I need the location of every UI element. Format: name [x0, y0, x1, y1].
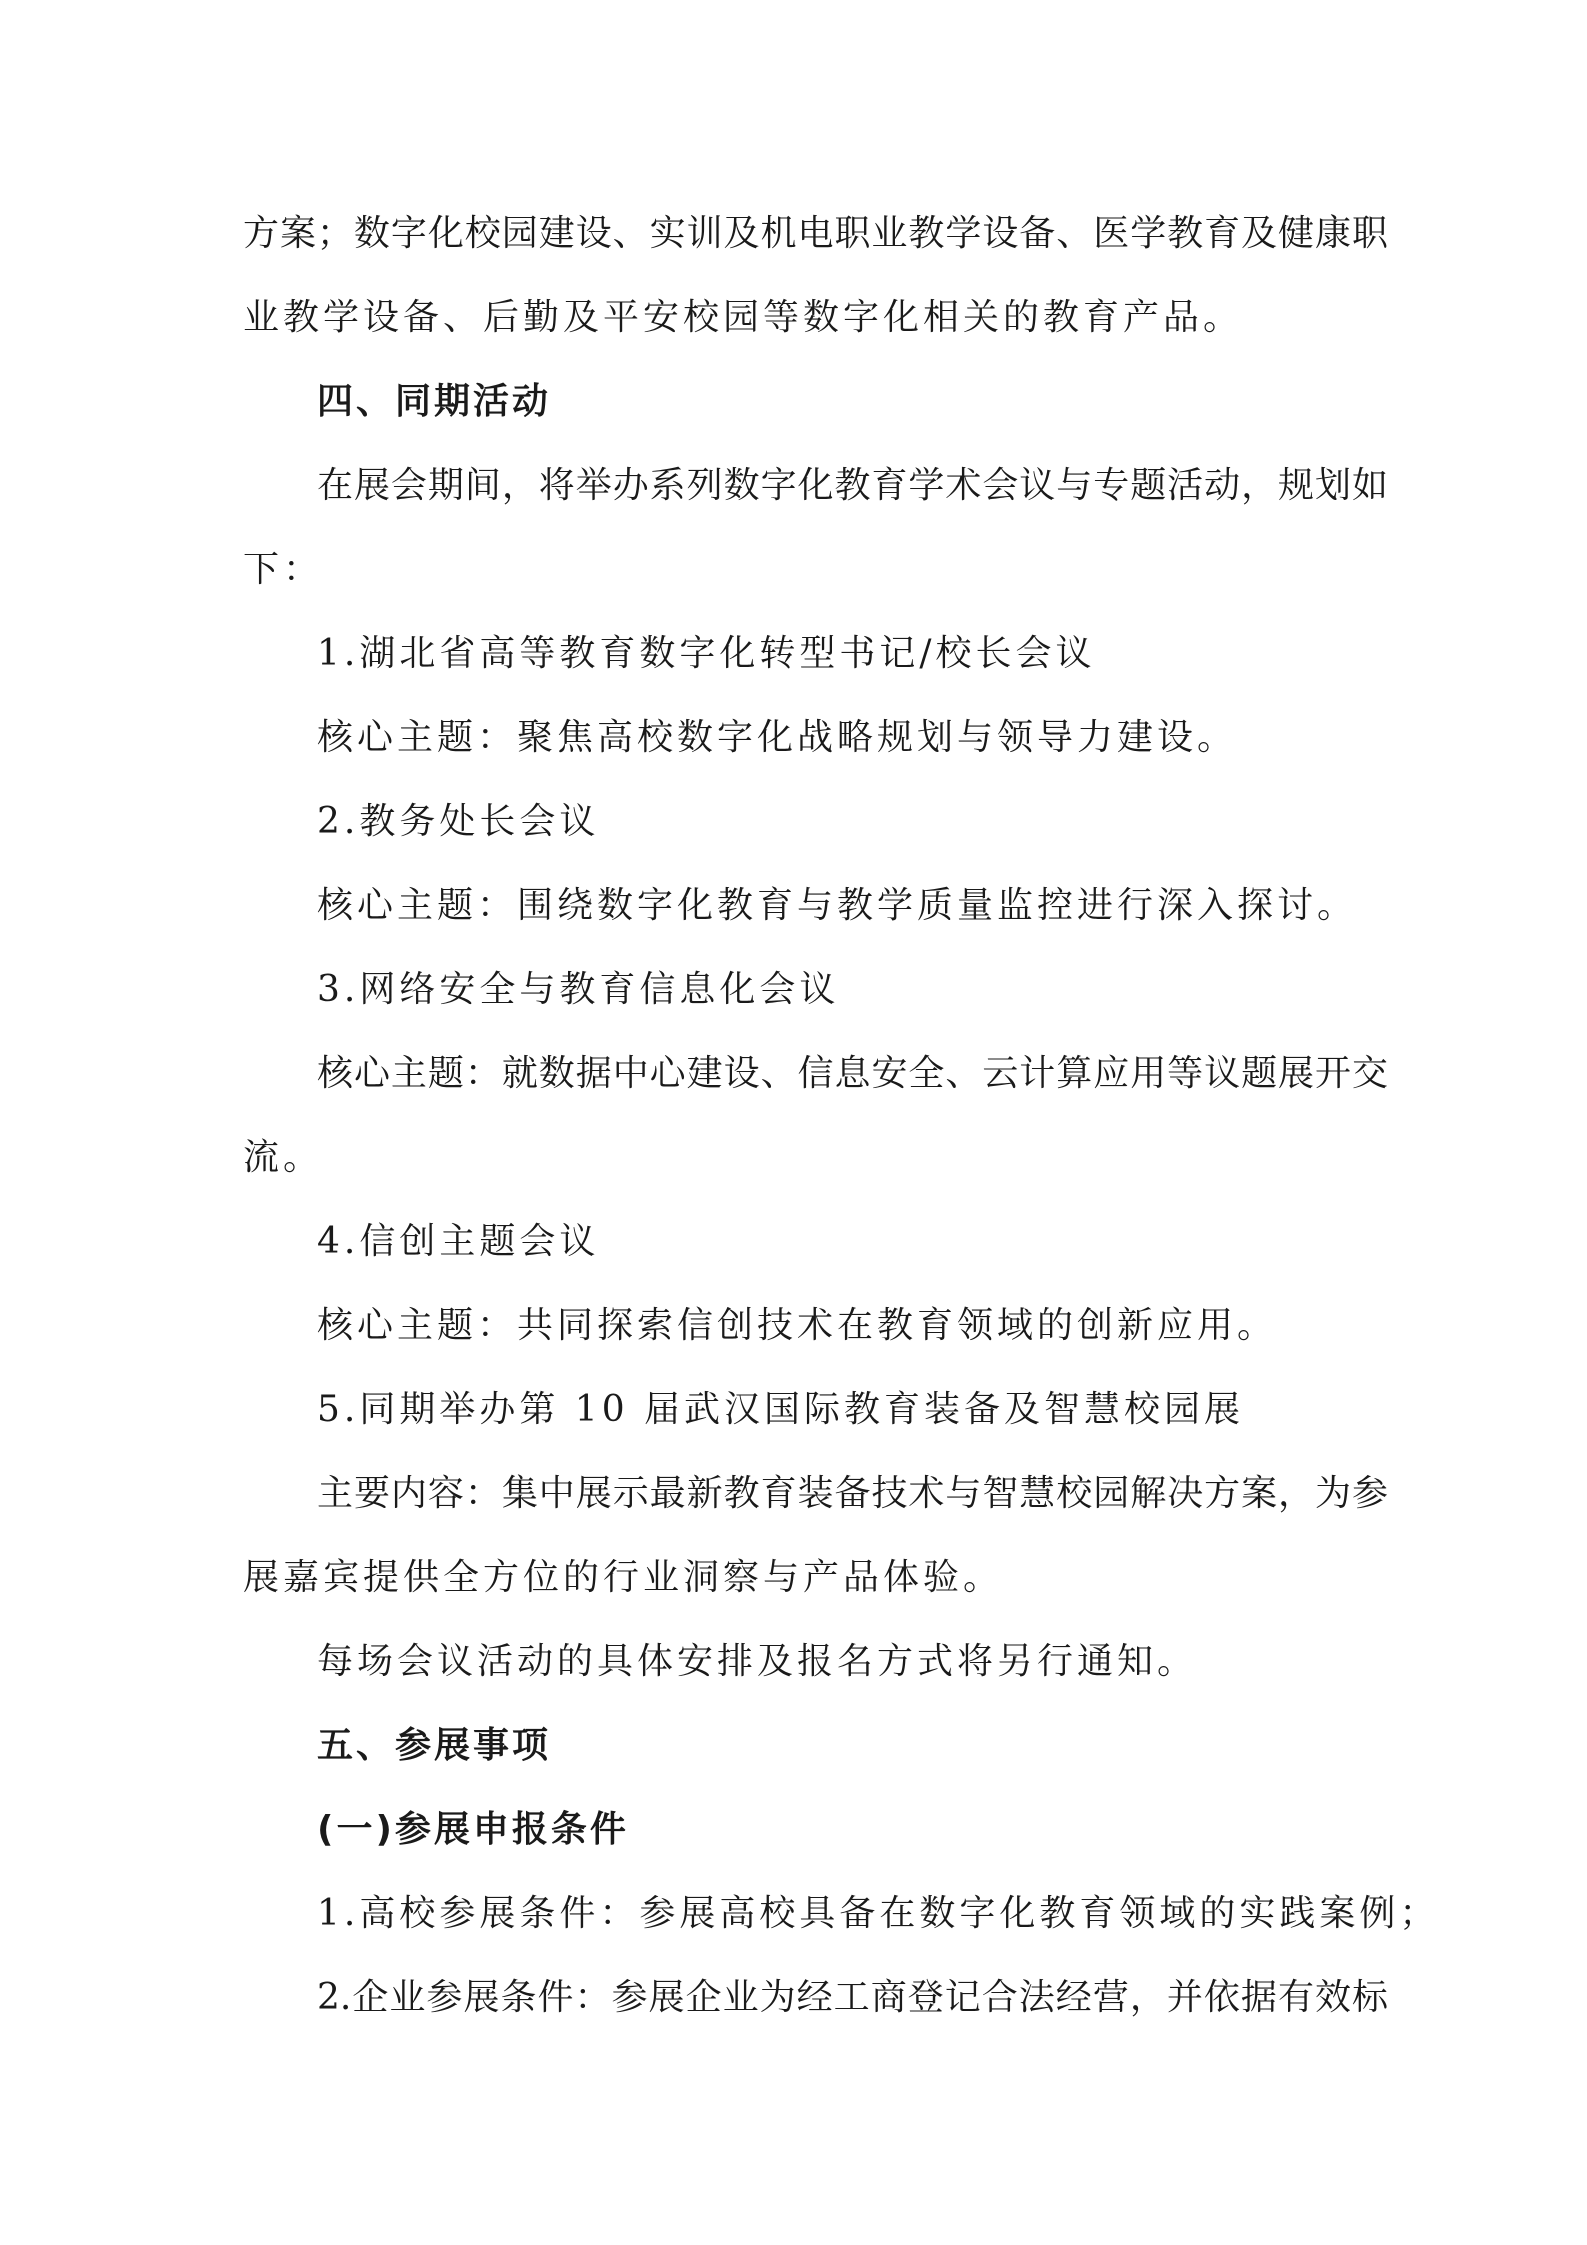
list-item-description: 主要内容：集中展示最新教育装备技术与智慧校园解决方案，为参	[317, 1473, 1388, 1514]
paragraph-line: 下：	[243, 549, 324, 590]
list-item-description: 核心主题：围绕数字化教育与教学质量监控进行深入探讨。	[317, 885, 1358, 926]
list-item-title: 3.网络安全与教育信息化会议	[317, 969, 840, 1010]
list-item-description: 流。	[243, 1137, 324, 1178]
list-item-description: 核心主题：聚焦高校数字化战略规划与领导力建设。	[317, 717, 1238, 758]
list-item-title: 2.教务处长会议	[317, 801, 600, 842]
section-heading-5: 五、参展事项	[317, 1725, 552, 1766]
section-heading-4: 四、同期活动	[317, 381, 552, 422]
condition-item: 2.企业参展条件：参展企业为经工商登记合法经营，并依据有效标	[317, 1977, 1388, 2018]
list-item-description: 展嘉宾提供全方位的行业洞察与产品体验。	[243, 1557, 1004, 1598]
paragraph-line: 业教学设备、后勤及平安校园等数字化相关的教育产品。	[243, 297, 1244, 338]
subsection-heading: (一)参展申报条件	[317, 1809, 629, 1850]
paragraph-line: 在展会期间，将举办系列数字化教育学术会议与专题活动，规划如	[317, 465, 1388, 506]
condition-item: 1.高校参展条件：参展高校具备在数字化教育领域的实践案例；	[317, 1893, 1440, 1934]
list-item-title: 5.同期举办第 10 届武汉国际教育装备及智慧校园展	[317, 1389, 1245, 1430]
list-item-title: 1.湖北省高等教育数字化转型书记/校长会议	[317, 633, 1096, 674]
paragraph-line: 方案；数字化校园建设、实训及机电职业教学设备、医学教育及健康职	[243, 213, 1388, 254]
list-item-description: 核心主题：共同探索信创技术在教育领域的创新应用。	[317, 1305, 1278, 1346]
list-item-title: 4.信创主题会议	[317, 1221, 600, 1262]
paragraph-line: 每场会议活动的具体安排及报名方式将另行通知。	[317, 1641, 1198, 1682]
list-item-description: 核心主题：就数据中心建设、信息安全、云计算应用等议题展开交	[317, 1053, 1388, 1094]
